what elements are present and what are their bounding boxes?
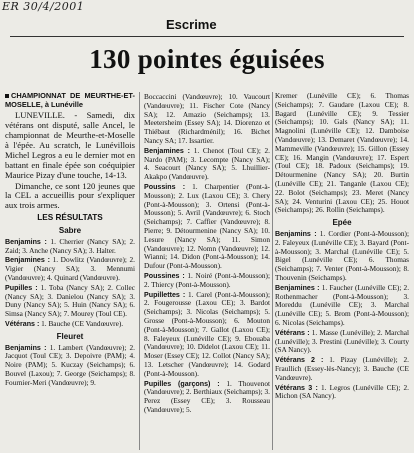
category-label: Benjamines : (5, 256, 50, 265)
column-2-results (144, 93, 270, 415)
category-label: Benjamines : (275, 283, 320, 292)
result-paragraph (275, 284, 409, 328)
result-paragraph (275, 230, 409, 283)
result-text: 1. Pizay (Lunéville); 2. Fraullich (Essey-lès-Nancy); 3. Bauche (CE Vandœuvre). (275, 355, 409, 382)
results-heading: LES RÉSULTATS (37, 213, 103, 223)
result-paragraph (144, 272, 270, 290)
section-rubric: Escrime (166, 17, 217, 32)
weapon-subheading: Epée (332, 218, 352, 228)
result-paragraph (144, 291, 270, 379)
weapon-subheading: Fleuret (56, 331, 84, 341)
result-paragraph (275, 92, 409, 215)
result-text: 1. Lambert (Vandœuvre); 2. Jacquot (Toul CE); 3. Depoivre (PAM); 4. Noire (PAM); 5. Kuczay (Seichamps); 6. Bouvel (Laxou); 7. George (Seichamps); 8. Fournier-Meri (Vandœuvre); 9. (5, 342, 135, 387)
result-paragraph (275, 356, 409, 382)
article-kicker (5, 92, 135, 109)
category-label: Poussines : (144, 271, 185, 280)
category-label: Pupilles (garçons) : (144, 379, 220, 388)
result-paragraph (5, 320, 135, 329)
category-label: Poussins : (144, 182, 186, 191)
column-3-results (275, 92, 409, 401)
result-text: 1. Noiré (Pont-à-Mousson); 2. Thiercy (Pont-à-Mousson). (144, 270, 270, 289)
column-1-results (5, 227, 135, 388)
result-paragraph (5, 256, 135, 282)
result-paragraph (144, 147, 270, 182)
handwritten-date-note: ER 30/4/2001 (2, 0, 85, 13)
article-headline: 130 pointes éguisées (89, 44, 325, 74)
result-text: 1. Charpentier (Pont-à-Mousson); 2. Lux (Laxou CE); 3. Chery (Pont-à-Mousson); 3. Ortensi (Pont-à-Mousson); 5. Avril (Vandœuvre); 6. Stoch (Seichamps); 7. Caffier (Vandœuvre); 8. Pierre; 9. Détourmenine (Nancy SA); 10. Lesure (Nancy SA); 11. Simon (Vandœuvre); 12. Nomn (Vandœuvre); 12. Wianni; 14. Didon (Pont-à-Mousson); 14. Dufour (Pont-à-Mousson). (144, 181, 270, 271)
column-divider-2 (272, 92, 273, 450)
result-paragraph (5, 344, 135, 388)
result-text: 1. Bauche (CE Vandœuvre). (41, 319, 124, 329)
result-paragraph (275, 384, 409, 402)
result-text: 1. Legros (Lunéville CE); 2. Michon (SA Nancy). (275, 382, 410, 401)
result-text: Boccaccini (Vandœuvre); 10. Vaucourt (Vandœuvre); 11. Fischer Cote (Nancy SA); 12. Amazio (Seichamps); 13. Meetersheim (Essey SA); 14. Diorenzo et Thiébaut (Richardménil); 16. Bichet Nancy SA; 17. Issartier. (144, 92, 270, 145)
category-label: Benjamins : (5, 343, 47, 352)
category-label: Vétérans 3 : (275, 383, 318, 392)
lead-paragraph: LUNEVILLE. - Samedi, dix vétérans ont disputé, salle Ancel, le championnat de Meurthe-et-Moselle à l'épée. Au scratch, le Lunévillois Michel Legros a eu le dernier mot en battant en finale épée son coéquipier Maurice Pizay d'une touche, 14-13. (5, 110, 135, 180)
lead-paragraph-2: Dimanche, ce sont 120 jeunes que la CEL a accueillis pour s'expliquer aux trois armes. (5, 180, 135, 211)
top-rule (10, 36, 404, 37)
result-text: 1. Carel (Pont-à-Mousson); 2. Fougerousse (Laxou CE); 3. Bardot (Seichamps); 3. Nicolas (Seichamps); 5. Grosse (Pont-à-Mousson); 6. Mouton (Pont-à-Mousson); 7. Gallot (Laxou CE); 8. Faleyeux (Lunéville CE); 9. Ebouaba (Vandœuvre); 10. Didelot (Laxou CE); 11. Moser (Essey CE); 12. Collot (Nancy SA); 13. Letscher (Vandœuvre); 14. Godard (Pont-à-Mousson). (144, 289, 270, 378)
category-label: Vétérans 2 : (275, 356, 324, 365)
result-text: 1. Chenot (Toul CE); 2. Nardo (PAM); 3. Lecompte (Nancy SA); 4. Seacourt (Nancy SA); 5. Lhuillier-Akakpo (Vandœuvre). (144, 145, 271, 182)
category-label: Benjamines : (144, 146, 191, 155)
result-paragraph (5, 238, 135, 256)
column-2 (144, 93, 270, 416)
result-text: 1. Cherrier (Nancy SA); 2. Zaid; 3. Anche (Nancy SA); 3. Halter. (5, 236, 135, 255)
category-label: Benjamins : (275, 229, 317, 238)
column-1 (5, 92, 135, 389)
result-text: 1. Toba (Nancy SA); 2. Collec (Nancy SA); 3. Danielou (Nancy SA); 3. Duny (Nancy SA); 5. Huin (Nancy SA); 6. Simsa (Nancy SA); 7. Mourey (Toul CE). (5, 282, 135, 319)
category-label: Vétérans : (275, 328, 310, 337)
result-text: 1. Faucher (Lunéville CE); 2. Rothenmacher (Pont-à-Mousson); 3. Moreddu (Lunéville CE); 3. Marchal (Lunéville CE); 5. Brom (Pont-à-Mousson); 6. Nicolas (Seichamps). (275, 282, 410, 327)
weapon-subheading: Sabre (58, 226, 82, 236)
column-divider-1 (139, 92, 140, 450)
result-paragraph (275, 329, 409, 355)
result-paragraph (144, 93, 270, 146)
result-text: Kremer (Lunéville CE); 6. Thomas (Seichamps); 7. Gaudare (Laxou CE); 8. Bagard (Lunéville CE); 9. Tessier (Seichamps); 10. Gals (Nancy SA); 11. Magnolini (Lunéville CE); 12. Damboise (Vandœuvre); 13. Demaret (Vandœuvre); 14. Mammeville (Vandœuvre); 15. Gillon (Essey CE); 16. Mangin (Vandœuvre); 17. Espert (Toul CE); 18. Padoux (Seichamps); 19. Détourmenine (Nancy SA); 20. Burtin (Lunéville CE); 21. Tanganle (Laxou CE); 22. Bolot (Seichamps); 23. Meret (Nancy SA); 24. Venturini (Laxou CE); 25. Houot (Seichamps); 26. Rollin (Seichamps). (275, 91, 409, 215)
kicker-text: CHAMPIONNAT DE MEURTHE-ET-MOSELLE, à Lunéville (5, 91, 135, 109)
category-label: Vétérans : (5, 320, 40, 329)
category-label: Pupilles : (5, 283, 38, 292)
result-paragraph (5, 284, 135, 319)
category-label: Pupillettes : (144, 290, 186, 299)
result-text: 1. Masse (Lunéville); 2. Marchal (Lunéville); 3. Prestini (Lunéville); 3. Courty (SA Nancy). (275, 327, 410, 355)
result-text: 1. Dowlitz (Vandœuvre); 2. Vigier (Nancy SA); 3. Mennumi (Vandœuvre); 4. Quinard (Vandœuvre). (5, 255, 136, 283)
result-paragraph (144, 183, 270, 271)
result-text: 1. Cordier (Pont-à-Mousson); 2. Faleyeux (Lunéville CE); 3. Bayard (Pont-à-Mousson); 3. Marchal (Lunéville CE); 5. Bigel (Lunéville CE); 6. Thomas (Seichamps); 7. Venter (Pont-à-Mousson); 8. Thouvenin (Seichamps). (275, 228, 409, 282)
category-label: Benjamins : (5, 237, 47, 246)
bullet-square-icon (5, 94, 9, 98)
result-text: 1. Thouvenot (Vandœuvre); 2. Berthiaux (Seichamps); 3. Perez (Essey CE); 3. Rousseau (Vandœuvre); 5. (144, 378, 270, 414)
column-3 (275, 92, 409, 402)
result-paragraph (144, 380, 270, 415)
